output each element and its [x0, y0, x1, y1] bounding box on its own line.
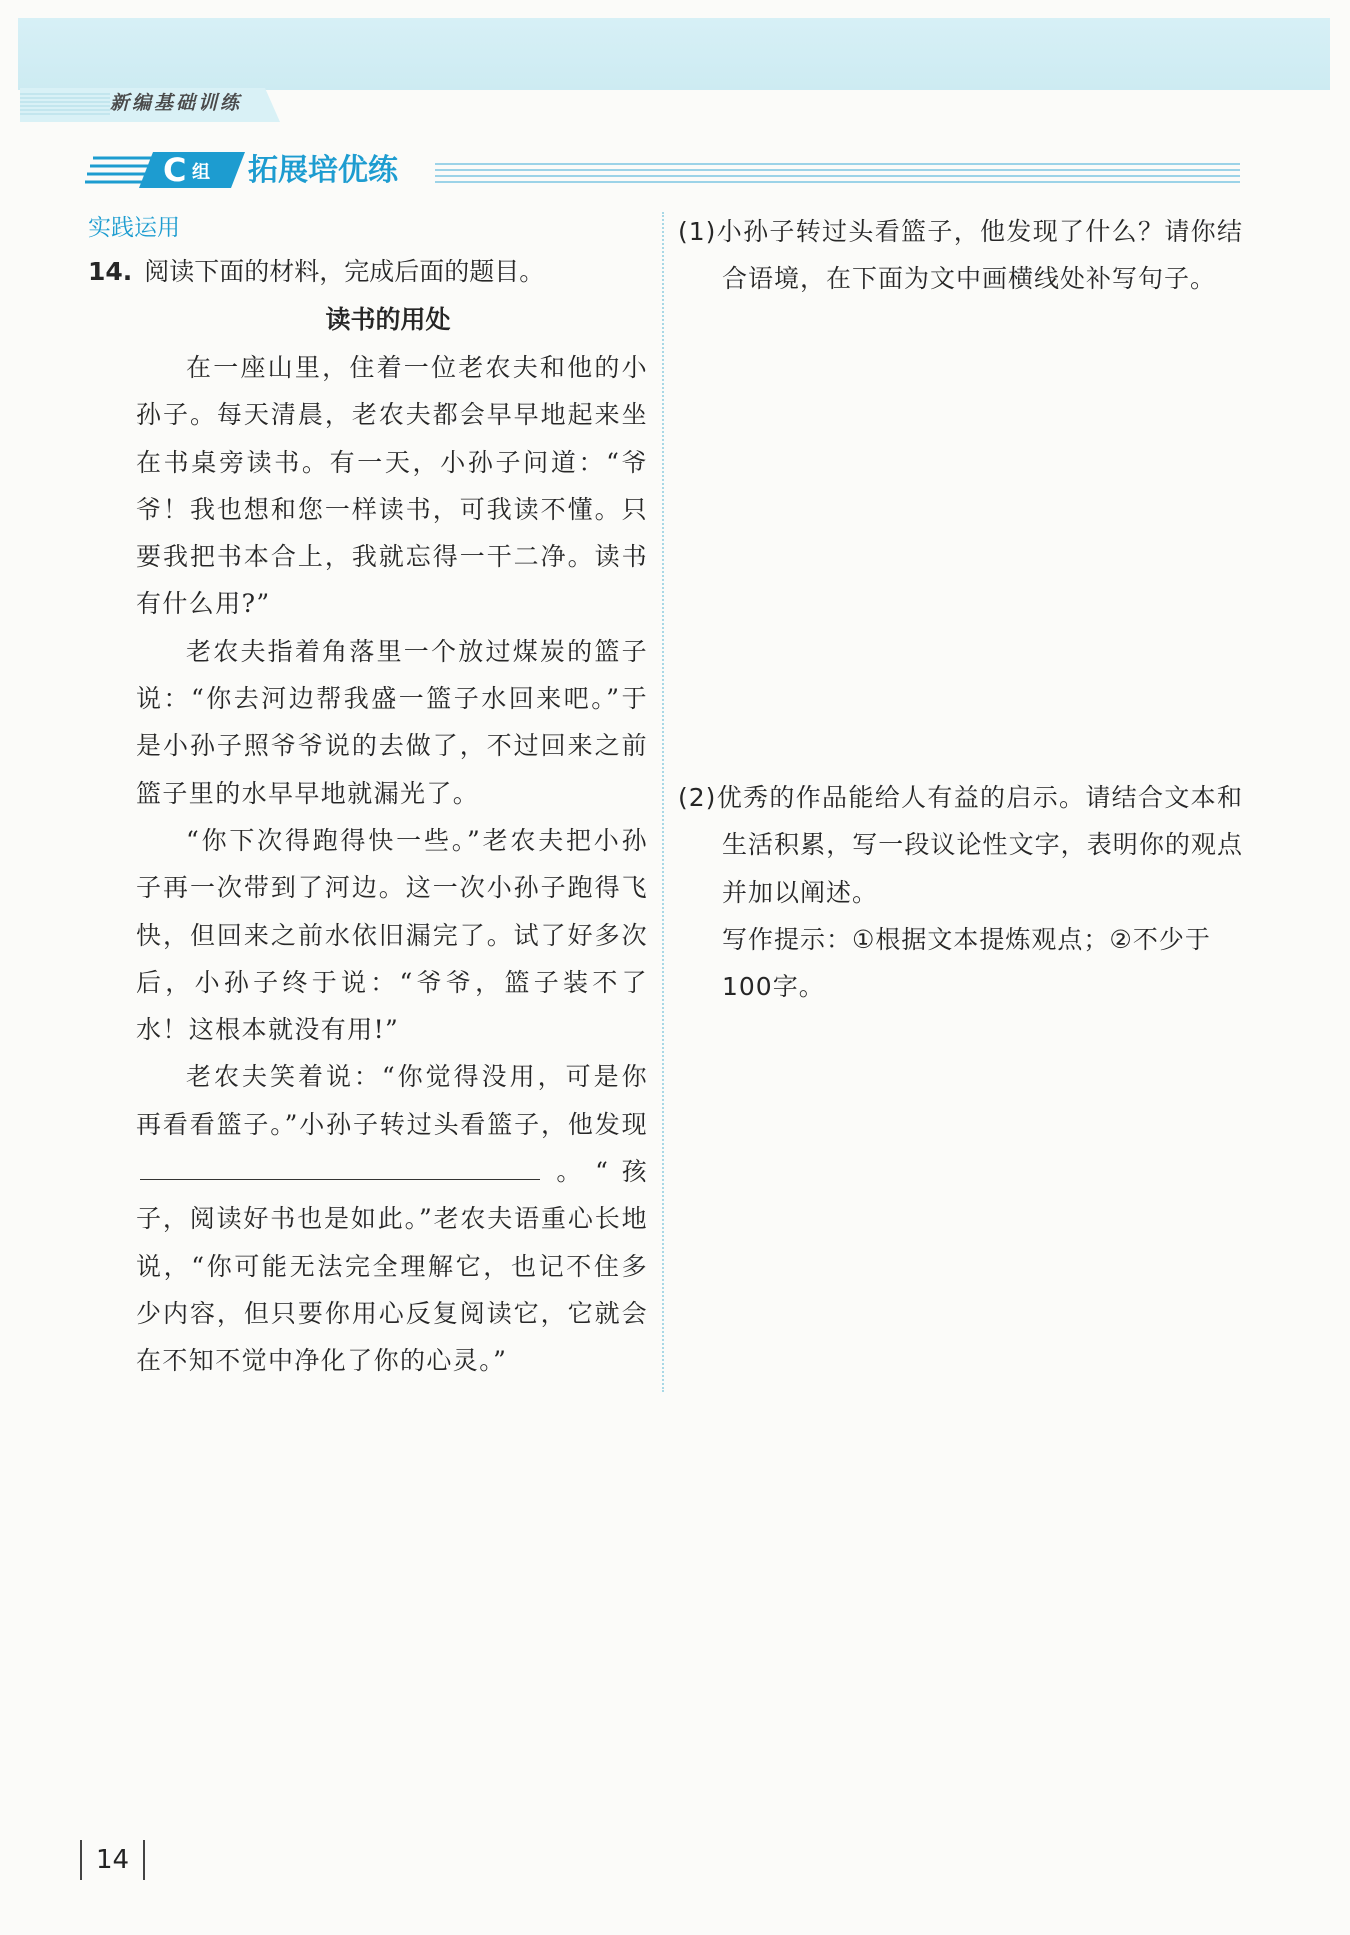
fill-in-blank-line[interactable]: [140, 1150, 540, 1180]
question-number: 14.: [88, 257, 133, 286]
series-title: 新编基础训练: [110, 92, 243, 114]
section-title: 拓展培优练: [248, 153, 398, 188]
column-divider: [662, 212, 664, 1392]
left-column: [88, 208, 648, 1385]
group-badge-sub: 组: [192, 162, 210, 183]
sub-heading: 实践运用: [88, 215, 180, 241]
passage-paragraph-3: “你下次得跑得快一些。”老农夫把小孙子再一次带到了河边。这一次小孙子跑得飞快，但回来之前水依旧漏完了。试了好多次后，小孙子终于说：“爷爷，篮子装不了水！这根本就没有用!”: [136, 825, 648, 1045]
question-prompt: 阅读下面的材料，完成后面的题目。: [144, 257, 545, 286]
paragraph-4-before-blank: 老农夫笑着说：“你觉得没用，可是你再看看篮子。”小孙子转过头看篮子，他发现: [136, 1062, 648, 1139]
passage-body: [136, 344, 648, 1385]
passage-paragraph-4: [136, 1053, 648, 1384]
question-14: [88, 248, 648, 296]
top-color-band: [18, 18, 1330, 90]
group-badge-letter: C: [163, 151, 187, 189]
passage-paragraph-2: 老农夫指着角落里一个放过煤炭的篮子说：“你去河边帮我盛一篮子水回来吧。”于是小孙子照爷爷说的去做了，不过回来之前篮子里的水早早地就漏光了。: [136, 636, 648, 808]
writing-hint: 写作提示：①根据文本提炼观点；②不少于100字。: [722, 925, 1211, 1002]
passage-title: 读书的用处: [325, 305, 451, 334]
passage-paragraph-1: 在一座山里，住着一位老农夫和他的小孙子。每天清晨，老农夫都会早早地起来坐在书桌旁读书。有一天，小孙子问道：“爷爷！我也想和您一样读书，可我读不懂。只要我把书本合上，我就忘得一干二净。读书有什么用?”: [136, 353, 648, 619]
sub-question-1: (1)小孙子转过头看篮子，他发现了什么？请你结合语境，在下面为文中画横线处补写句子。: [678, 217, 1243, 294]
paragraph-4-after-blank: 。“孩子，阅读好书也是如此。”老农夫语重心长地说，“你可能无法完全理解它，也记不住多少内容，但只要你用心反复阅读它，它就会在不知不觉中净化了你的心灵。”: [136, 1157, 648, 1376]
page-number: 14: [80, 1840, 145, 1880]
sub-question-2: (2)优秀的作品能给人有益的启示。请结合文本和生活积累，写一段议论性文字，表明你的观点并加以阐述。: [678, 783, 1243, 907]
